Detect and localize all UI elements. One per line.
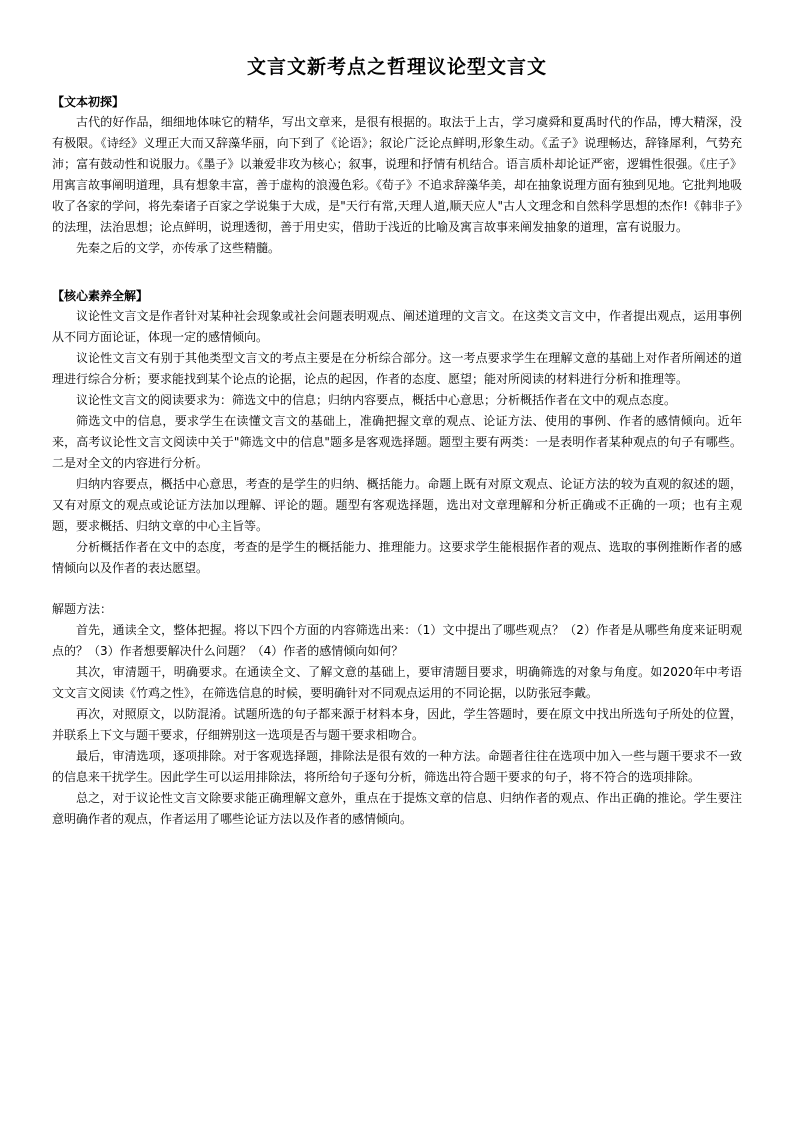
paragraph: 再次，对照原文，以防混淆。试题所选的句子都来源于材料本身，因此，学生答题时，要在原文中找出所选句子所处的位置，并联系上下文与题干要求，仔细辨别这一选项是否与题干要求相吻合。 [52, 707, 742, 742]
paragraph: 议论性文言文有别于其他类型文言文的考点主要是在分析综合部分。这一考点要求学生在理解文意的基础上对作者所阐述的道理进行综合分析；要求能找到某个论点的论据，论点的起因，作者的态度、愿望；能对所阅读的材料进行分析和推理等。 [52, 351, 742, 386]
section-heading-text-exploration: 【文本初探】 [52, 95, 125, 109]
paragraph: 总之，对于议论性文言文除要求能正确理解文意外，重点在于提炼文章的信息、归纳作者的观点、作出正确的推论。学生要注意明确作者的观点，作者运用了哪些论证方法以及作者的感情倾向。 [52, 791, 742, 826]
spacer [52, 259, 742, 287]
paragraph: 其次，审清题干，明确要求。在通读全文、了解文意的基础上，要审清题目要求，明确筛选的对象与角度。如2020年中考语文文言文阅读《竹鸡之性》，在筛选信息的时候，要明确针对不同观点运用的不同论据，以防张冠李戴。 [52, 665, 742, 700]
document-page [52, 52, 742, 830]
paragraph: 首先，通读全文，整体把握。将以下四个方面的内容筛选出来：（1）文中提出了哪些观点？（2）作者是从哪些角度来证明观点的？（3）作者想要解决什么问题？（4）作者的感情倾向如何？ [52, 623, 742, 658]
paragraph: 古代的好作品，细细地体味它的精华，写出文章来，是很有根据的。取法于上古，学习虞舜和夏禹时代的作品，博大精深，没有极限。《诗经》义理正大而又辞藻华丽，向下到了《论语》；叙论广泛论点鲜明,形象生动。《孟子》说理畅达，辞锋犀利，气势充沛；富有鼓动性和说服力。《墨子》以兼爱非攻为核心；叙事，说理和抒情有机结合。语言质朴却论证严密，逻辑性很强。《庄子》用寓言故事阐明道理，具有想象丰富，善于虚构的浪漫色彩。《荀子》不追求辞藻华美，却在抽象说理方面有独到见地。它批判地吸收了各家的学问，将先秦诸子百家之学说集于大成，是"天行有常,天理人道,顺天应人"古人文理念和自然科学思想的杰作!《韩非子》的法理，法治思想；论点鲜明，说理透彻，善于用史实，借助于浅近的比喻及寓言故事来阐发抽象的道理，富有说服力。 [52, 115, 743, 234]
paragraph: 议论性文言文的阅读要求为：筛选文中的信息；归纳内容要点，概括中心意思；分析概括作者在文中的观点态度。 [76, 393, 677, 407]
paragraph: 先秦之后的文学，亦传承了这些精髓。 [76, 241, 281, 255]
spacer [52, 579, 742, 599]
paragraph: 最后，审清选项，逐项排除。对于客观选择题，排除法是很有效的一种方法。命题者往往在选项中加入一些与题干要求不一致的信息来干扰学生。因此学生可以运用排除法，将所给句子逐句分析，筛选出符合题干要求的句子，将不符合的选项排除。 [52, 749, 742, 784]
paragraph: 归纳内容要点，概括中心意思，考查的是学生的归纳、概括能力。命题上既有对原文观点、论证方法的较为直观的叙述的题，又有对原文的观点或论证方法加以理解、评论的题。题型有客观选择题，选出对文章理解和分析正确或不正确的一项；也有主观题，要求概括、归纳文章的中心主旨等。 [52, 477, 742, 533]
paragraph: 议论性文言文是作者针对某种社会现象或社会问题表明观点、阐述道理的文言文。在这类文言文中，作者提出观点，运用事例从不同方面论证，体现一定的感情倾向。 [52, 309, 742, 344]
paragraph: 筛选文中的信息，要求学生在读懂文言文的基础上，准确把握文章的观点、论证方法、使用的事例、作者的感情倾向。近年来，高考议论性文言文阅读中关于"筛选文中的信息"题多是客观选择题。题型主要有两类：一是表明作者某种观点的句子有哪些。二是对全文的内容进行分析。 [52, 414, 742, 470]
paragraph: 分析概括作者在文中的态度，考查的是学生的概括能力、推理能力。这要求学生能根据作者的观点、选取的事例推断作者的感情倾向以及作者的表达愿望。 [52, 540, 742, 575]
section-heading-solving-methods: 解题方法： [52, 602, 113, 616]
page-title: 文言文新考点之哲理议论型文言文 [246, 56, 547, 78]
section-heading-core-literacy: 【核心素养全解】 [52, 289, 149, 303]
